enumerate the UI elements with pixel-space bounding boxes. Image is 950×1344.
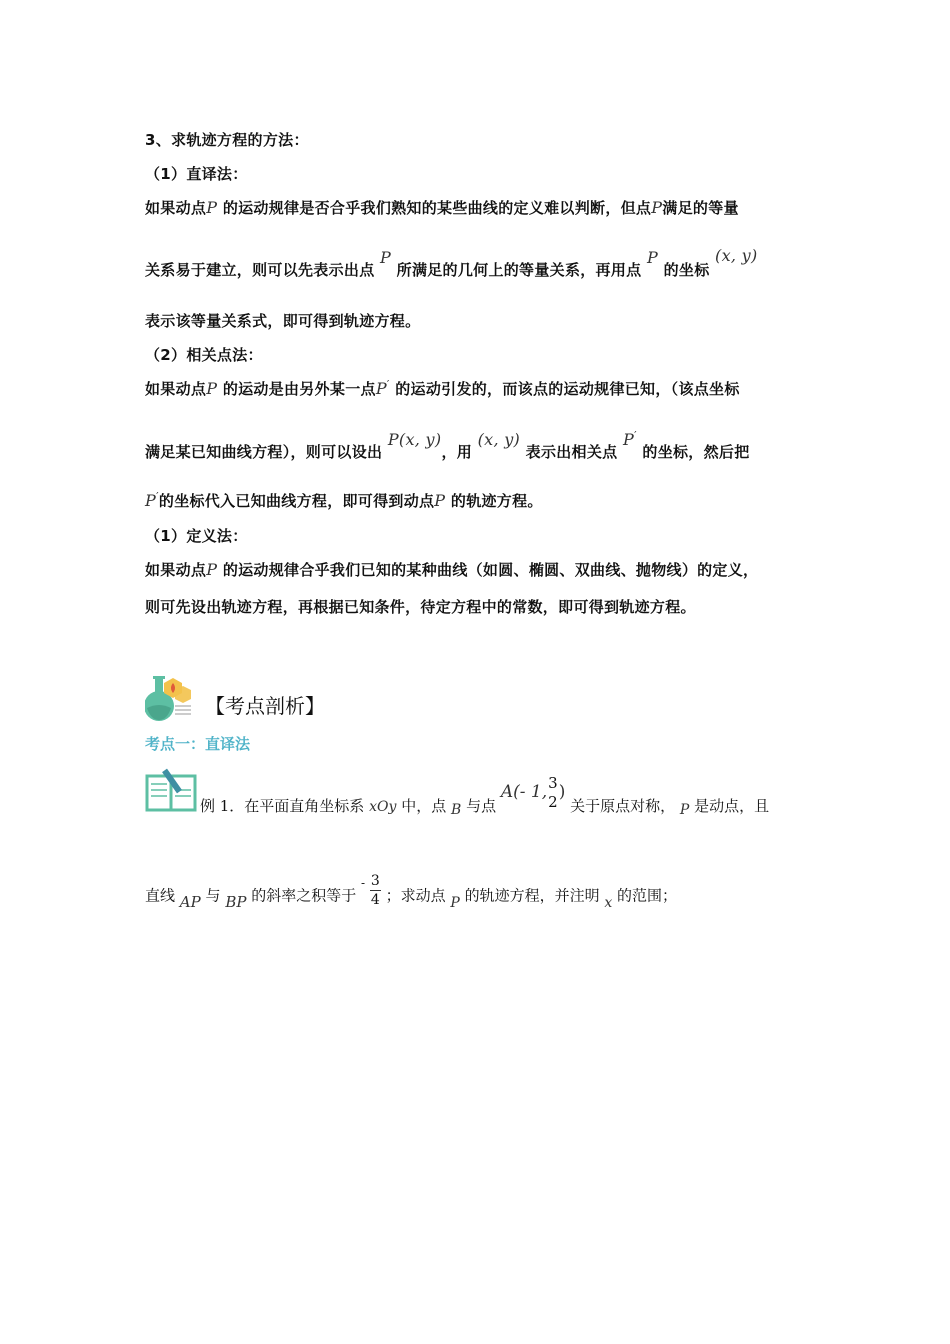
book-pencil-icon (145, 768, 199, 818)
text: 的运动规律是否合乎我们熟知的某些曲线的定义难以判断，但点 (222, 199, 652, 217)
text: 的范围； (617, 886, 678, 905)
section-title: 【考点剖析】 (205, 694, 325, 718)
math-B: B (450, 802, 462, 818)
math-P: P (434, 491, 446, 510)
text: 所满足的几何上的等量关系，再用点 (396, 261, 642, 279)
text: 的坐标，然后把 (642, 443, 750, 461)
text: 如果动点 (145, 199, 207, 217)
math-P: P (651, 198, 663, 217)
math-P-prime: P′ (622, 429, 637, 449)
math-P: P (647, 248, 659, 267)
text: 是动点，且 (694, 797, 770, 815)
math-x: x (604, 894, 613, 911)
math-P: P (380, 248, 392, 267)
method2-line3 (145, 490, 543, 511)
kaodian-label: 考点一：直译法 (145, 735, 251, 753)
method3-line2: 则可先设出轨迹方程，再根据已知条件，待定方程中的常数，即可得到轨迹方程。 (145, 598, 696, 616)
text: 的运动引发的，而该点的运动规律已知，（该点坐标 (395, 380, 740, 398)
math-xy: (x, y) (477, 430, 521, 449)
math-xy: (x, y) (715, 246, 758, 265)
text: 的轨迹方程，并注明 (464, 886, 600, 905)
method1-line3: 表示该等量关系式，即可得到轨迹方程。 (145, 312, 421, 330)
flask-icon (145, 676, 195, 722)
method1-title: （1）直译法： (145, 165, 248, 183)
text: 满足的等量 (662, 199, 739, 217)
section-heading: 3、求轨迹方程的方法： (145, 131, 309, 149)
text: 的运动规律合乎我们已知的某种曲线（如圆、椭圆、双曲线、抛物线）的定义， (222, 561, 759, 579)
text: 如果动点 (145, 561, 207, 579)
math-Pxy: P(x, y) (387, 430, 442, 449)
math-neg-three-quarters: - $\frac{3}{4}$ (361, 873, 380, 908)
method2-line2 (145, 429, 750, 462)
text: 直线 (145, 886, 176, 905)
method3-title: （1）定义法： (145, 527, 248, 545)
math-AP: AP (179, 892, 201, 911)
text: 表示出相关点 (525, 443, 618, 461)
math-P: P (206, 379, 218, 398)
math-P: P (450, 894, 460, 911)
method1-line1 (145, 197, 739, 218)
text: 例 1．在平面直角坐标系 (200, 797, 365, 815)
math-P-prime: P′ (145, 490, 159, 510)
math-BP: BP (225, 892, 247, 911)
math-point-A: A(- 1, 3 2 ) (500, 774, 566, 811)
method1-line2 (145, 246, 758, 280)
example-line1 (200, 774, 770, 824)
math-P: P (206, 198, 218, 217)
method2-title: （2）相关点法： (145, 346, 263, 364)
text: 中，点 (401, 797, 447, 815)
text: 如果动点 (145, 380, 207, 398)
text: 的坐标 (663, 261, 710, 279)
text: 关系易于建立，则可以先表示出点 (145, 261, 375, 279)
text: 关于原点对称， (570, 797, 676, 815)
text: 与点 (466, 797, 497, 815)
math-P: P (206, 560, 218, 579)
text: 的坐标代入已知曲线方程，即可得到动点 (158, 492, 435, 510)
text: 的运动是由另外某一点 (222, 380, 376, 398)
text: ，用 (441, 443, 473, 461)
method3-line1 (145, 559, 758, 580)
math-xOy: xOy (369, 799, 397, 815)
text: 的斜率之积等于 (251, 886, 357, 905)
method2-line1 (145, 378, 740, 399)
text: 满足某已知曲线方程），则可以设出 (145, 443, 383, 461)
math-P: P (679, 802, 690, 818)
text: ；求动点 (385, 886, 446, 905)
example-line2 (145, 873, 678, 913)
text: 的轨迹方程。 (450, 492, 543, 510)
text: 与 (205, 886, 221, 905)
math-P-prime: P′ (375, 378, 390, 398)
